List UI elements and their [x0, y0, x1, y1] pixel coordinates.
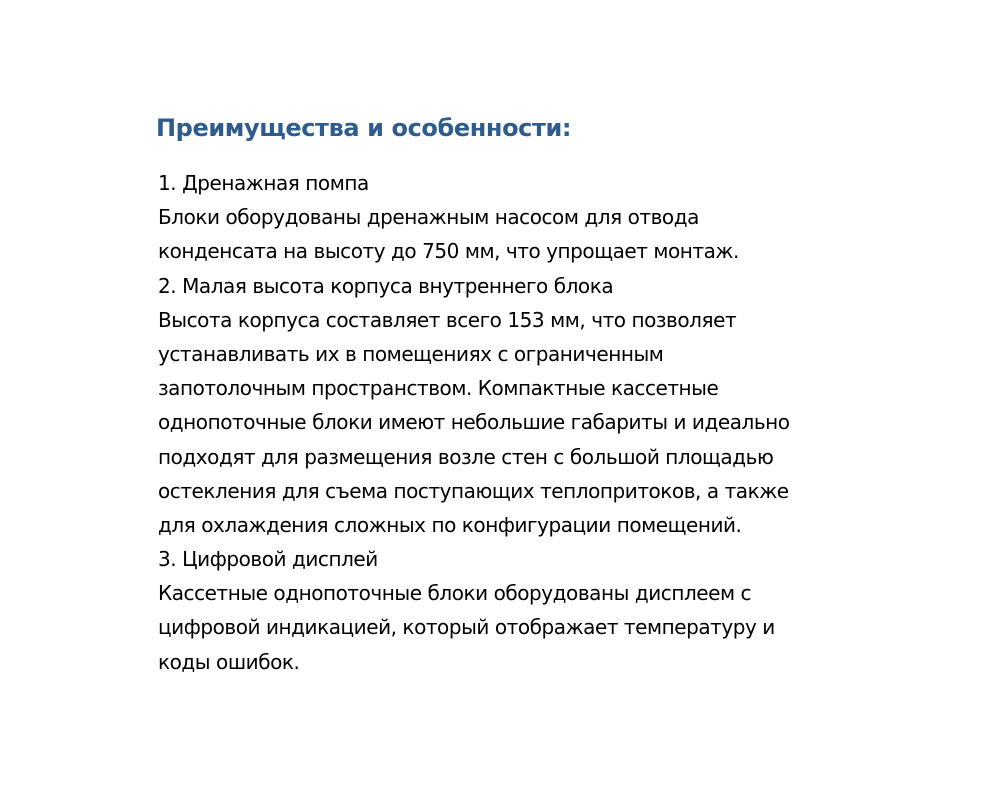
text-line: Кассетные однопоточные блоки оборудованы дисплеем с	[158, 581, 752, 606]
text-line: однопоточные блоки имеют небольшие габариты и идеально	[158, 410, 790, 435]
list-item-title-digital-display: 3. Цифровой дисплей	[158, 547, 378, 572]
text-line: Высота корпуса составляет всего 153 мм, что позволяет	[158, 307, 737, 332]
document-content	[158, 108, 958, 679]
body-text	[158, 166, 958, 679]
section-heading: Преимущества и особенности:	[156, 114, 572, 142]
text-line: цифровой индикацией, который отображает температуру и	[158, 615, 775, 640]
text-line: Блоки оборудованы дренажным насосом для отвода	[158, 205, 699, 230]
text-line: для охлаждения сложных по конфигурации помещений.	[158, 512, 742, 537]
text-line: подходят для размещения возле стен с большой площадью	[158, 444, 774, 469]
text-line: остекления для съема поступающих теплопритоков, а также	[158, 478, 789, 503]
text-line: коды ошибок.	[158, 649, 300, 674]
text-line: устанавливать их в помещениях с ограниченным	[158, 341, 664, 366]
list-item-title-low-height: 2. Малая высота корпуса внутреннего блока	[158, 273, 614, 298]
text-line: запотолочным пространством. Компактные кассетные	[158, 376, 719, 401]
list-item-title-drain-pump: 1. Дренажная помпа	[158, 171, 369, 195]
text-line: конденсата на высоту до 750 мм, что упрощает монтаж.	[158, 239, 739, 264]
